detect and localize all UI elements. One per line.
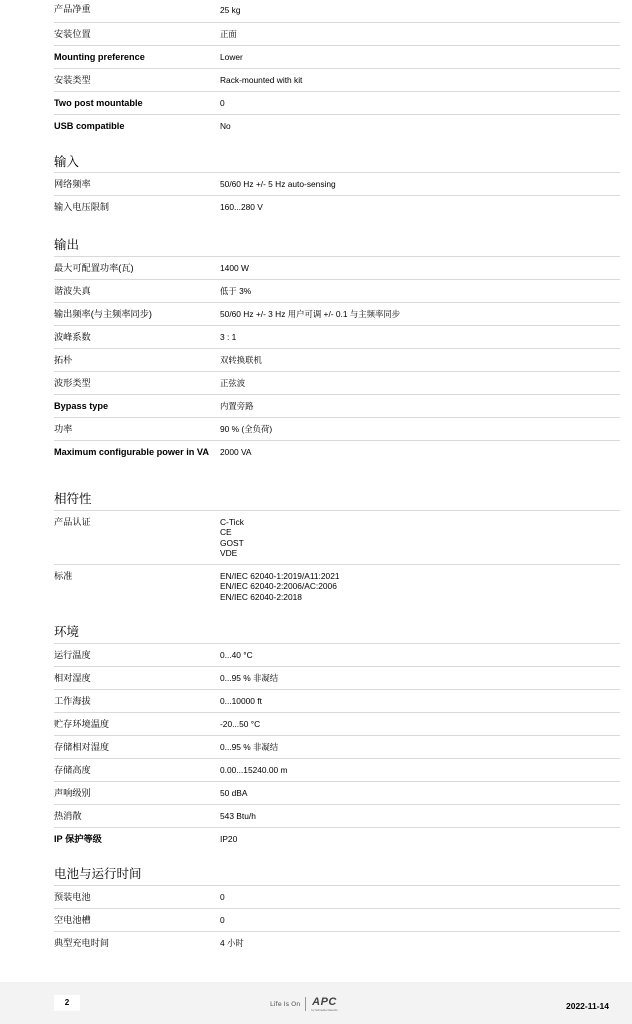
spec-row xyxy=(54,667,620,690)
spec-label: 存储高度 xyxy=(54,765,91,775)
spec-value: 543 Btu/h xyxy=(220,811,256,821)
spec-label: 标准 xyxy=(54,571,73,581)
certification-item: C-Tick xyxy=(220,517,244,527)
spec-row xyxy=(54,280,620,303)
section-environment xyxy=(54,625,620,851)
spec-row xyxy=(54,257,620,280)
apc-wordmark: APC xyxy=(312,995,337,1008)
spec-label: Two post mountable xyxy=(54,98,143,108)
spec-value: -20...50 °C xyxy=(220,719,261,729)
spec-label: Maximum configurable power in VA xyxy=(54,447,210,457)
section-title: 环境 xyxy=(54,625,620,644)
certification-item: GOST xyxy=(220,537,244,548)
spec-value: 0...40 °C xyxy=(220,650,253,660)
spec-row xyxy=(54,303,620,326)
section-input xyxy=(54,155,620,219)
standard-item: EN/IEC 62040-2:2006/AC:2006 xyxy=(220,581,337,592)
standard-item: EN/IEC 62040-1:2019/A11:2021 xyxy=(220,571,340,581)
section-battery xyxy=(54,867,620,955)
spec-row xyxy=(54,759,620,782)
spec-row xyxy=(54,0,620,23)
spec-label: 网络频率 xyxy=(54,179,91,189)
spec-row xyxy=(54,828,620,851)
section-compliance xyxy=(54,492,620,610)
spec-label: 声响级别 xyxy=(54,788,91,798)
spec-label: 热消散 xyxy=(54,811,82,821)
tagline: Life Is On xyxy=(270,1000,301,1008)
spec-label: 预装电池 xyxy=(54,892,91,902)
spec-label: Bypass type xyxy=(54,401,109,411)
section-title: 相符性 xyxy=(54,492,620,511)
spec-row xyxy=(54,196,620,219)
spec-row xyxy=(54,23,620,46)
spec-label: 工作海拔 xyxy=(54,696,91,706)
spec-value: 90 % (全负荷) xyxy=(220,424,273,434)
spec-value: 2000 VA xyxy=(220,447,252,457)
spec-label: 波形类型 xyxy=(54,378,91,388)
spec-value: 双转换联机 xyxy=(220,355,262,365)
section-physical xyxy=(54,0,620,138)
spec-value: 正弦波 xyxy=(220,378,246,388)
spec-row xyxy=(54,69,620,92)
spec-label: 运行温度 xyxy=(54,650,91,660)
spec-value: 4 小时 xyxy=(220,938,244,948)
spec-row xyxy=(54,46,620,69)
spec-row xyxy=(54,418,620,441)
spec-label: 最大可配置功率(瓦) xyxy=(54,263,134,273)
spec-label: 安装位置 xyxy=(54,29,91,39)
spec-row xyxy=(54,805,620,828)
spec-row xyxy=(54,115,620,138)
spec-value-list xyxy=(220,511,620,564)
spec-row xyxy=(54,441,620,475)
spec-row xyxy=(54,644,620,667)
spec-row xyxy=(54,326,620,349)
brand-logo xyxy=(270,994,338,1014)
spec-label: 谐波失真 xyxy=(54,286,91,296)
spec-value: 低于 3% xyxy=(220,286,252,296)
spec-value: Lower xyxy=(220,52,243,62)
spec-value: 内置旁路 xyxy=(220,401,254,411)
spec-row xyxy=(54,886,620,909)
spec-label: 存储相对湿度 xyxy=(54,742,110,752)
spec-label: 波峰系数 xyxy=(54,332,91,342)
spec-value: Rack-mounted with kit xyxy=(220,75,303,85)
spec-row xyxy=(54,92,620,115)
spec-value: 0...95 % 非凝结 xyxy=(220,673,279,683)
certification-item: CE xyxy=(220,527,232,538)
spec-value: 160...280 V xyxy=(220,202,263,212)
spec-label: 相对湿度 xyxy=(54,673,91,683)
spec-row xyxy=(54,932,620,955)
spec-row xyxy=(54,909,620,932)
spec-value-list xyxy=(220,565,620,610)
spec-label: 输入电压限制 xyxy=(54,202,110,212)
apc-logo xyxy=(311,997,337,1012)
spec-value: 25 kg xyxy=(220,5,241,15)
spec-value: 0 xyxy=(220,892,225,902)
standard-item: EN/IEC 62040-2:2018 xyxy=(220,591,302,602)
spec-value: 50/60 Hz +/- 3 Hz 用户可调 +/- 0.1 与主频率同步 xyxy=(220,309,401,319)
section-title: 输入 xyxy=(54,155,620,173)
spec-label: 产品净重 xyxy=(54,4,91,14)
spec-value: 0 xyxy=(220,915,225,925)
spec-label: USB compatible xyxy=(54,121,125,131)
spec-value: 正面 xyxy=(220,29,237,39)
page-number: 2 xyxy=(54,995,80,1011)
spec-row xyxy=(54,736,620,759)
section-title: 电池与运行时间 xyxy=(54,867,620,886)
spec-label: 产品认证 xyxy=(54,517,91,527)
spec-value: 0 xyxy=(220,98,225,108)
logo-separator xyxy=(305,997,306,1011)
spec-value: 1400 W xyxy=(220,263,249,273)
spec-value: 50/60 Hz +/- 5 Hz auto-sensing xyxy=(220,179,336,189)
spec-value: 50 dBA xyxy=(220,788,248,798)
document-date: 2022-11-14 xyxy=(565,1001,609,1011)
spec-label: 典型充电时间 xyxy=(54,938,110,948)
spec-label: 贮存环境温度 xyxy=(54,719,110,729)
spec-row xyxy=(54,511,620,565)
spec-label: Mounting preference xyxy=(54,52,145,62)
spec-row xyxy=(54,395,620,418)
spec-value: 0...95 % 非凝结 xyxy=(220,742,279,752)
section-output xyxy=(54,238,620,475)
spec-label: 拓朴 xyxy=(54,355,73,365)
spec-row xyxy=(54,349,620,372)
spec-row xyxy=(54,690,620,713)
spec-label: 安装类型 xyxy=(54,75,91,85)
spec-value: 0.00...15240.00 m xyxy=(220,765,288,775)
section-title: 输出 xyxy=(54,238,620,257)
spec-row xyxy=(54,713,620,736)
spec-row xyxy=(54,782,620,805)
spec-value: IP20 xyxy=(220,834,238,844)
spec-label: 空电池槽 xyxy=(54,915,91,925)
certification-item: VDE xyxy=(220,548,238,559)
apc-subline: by Schneider Electric xyxy=(311,1007,338,1012)
page-footer xyxy=(0,982,632,1024)
spec-row xyxy=(54,372,620,395)
spec-value: 3 : 1 xyxy=(220,332,237,342)
spec-row xyxy=(54,565,620,610)
spec-label: IP 保护等级 xyxy=(54,834,102,844)
spec-value: No xyxy=(220,121,231,131)
spec-label: 功率 xyxy=(54,424,73,434)
spec-label: 输出频率(与主频率同步) xyxy=(54,309,152,319)
spec-value: 0...10000 ft xyxy=(220,696,262,706)
spec-row xyxy=(54,173,620,196)
